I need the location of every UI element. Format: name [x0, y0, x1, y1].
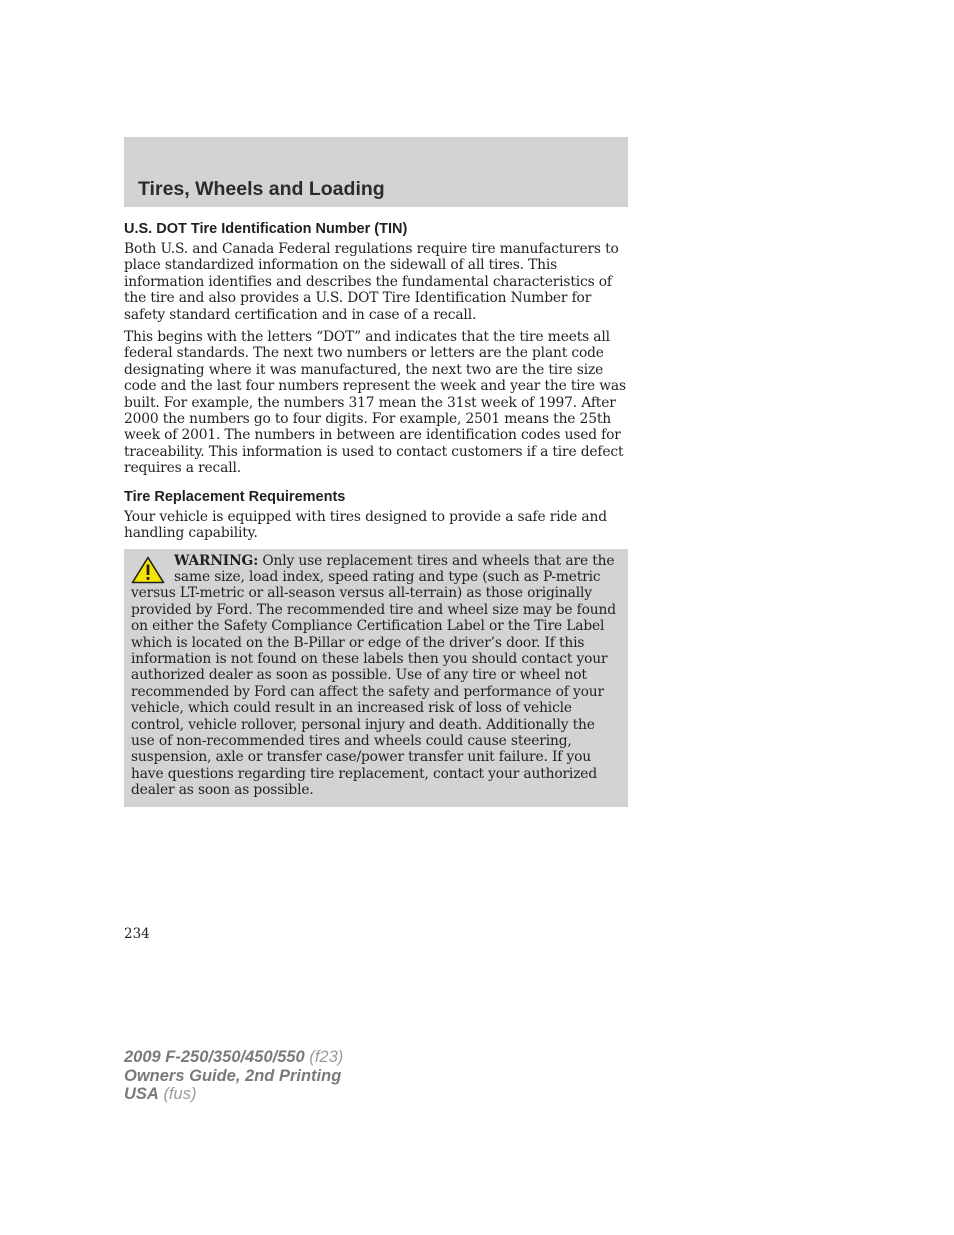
warning-label: WARNING: [174, 552, 259, 569]
section-header-band [124, 137, 628, 207]
tin-heading: U.S. DOT Tire Identification Number (TIN) [124, 221, 408, 237]
footer-model-code: (f23) [309, 1048, 344, 1066]
footer-market-code: (fus) [163, 1085, 197, 1103]
footer-market: USA [124, 1085, 159, 1103]
section-title: Tires, Wheels and Loading [138, 178, 385, 200]
footer-model-line [124, 1048, 343, 1067]
page-content [124, 221, 628, 807]
warning-text [131, 553, 621, 799]
replacement-heading: Tire Replacement Requirements [124, 488, 346, 505]
tin-paragraph-2: This begins with the letters “DOT” and indicates that the tire meets all federal standards. The next two numbers or letters are the plant code designating where it was manufactured, the next two are the tire size code and the last four numbers represent the week and year the tire was built. For example, the numbers 317 mean the 31st week of 1997. After 2000 the numbers go to four digits. For example, 2501 means the 25th week of 2001. The numbers in between are identification codes used for traceability. This information is used to contact customers if a tire defect requires a recall. [124, 329, 626, 477]
replacement-paragraph: Your vehicle is equipped with tires designed to provide a safe ride and handling capability. [124, 508, 607, 542]
warning-triangle-icon [131, 556, 165, 584]
warning-body: Only use replacement tires and wheels that are the same size, load index, speed rating and type (such as P-metric versus LT-metric or all-season versus all-terrain) as those originally provided by Ford. The recommended tire and wheel size may be found on either the Safety Compliance Certification Label or the Tire Label which is located on the B-Pillar or edge of the driver’s door. If this information is not found on these labels then you should contact your authorized dealer as soon as possible. Use of any tire or wheel not recommended by Ford can affect the safety and performance of your vehicle, which could result in an increased risk of loss of vehicle control, vehicle rollover, personal injury and death. Additionally the use of non-recommended tires and wheels could cause steering, suspension, axle or transfer case/power transfer unit failure. If you have questions regarding tire replacement, contact your authorized dealer as soon as possible. [131, 552, 616, 799]
footer-guide-line [124, 1067, 343, 1086]
page-number: 234 [124, 926, 150, 942]
footer-model: 2009 F-250/350/450/550 [124, 1048, 305, 1066]
footer-market-line [124, 1085, 343, 1104]
tin-paragraph-1: Both U.S. and Canada Federal regulations require tire manufacturers to place standardized information on the sidewall of all tires. This information identifies and describes the fundamental characteristics of the tire and also provides a U.S. DOT Tire Identification Number for safety standard certification and in case of a recall. [124, 241, 619, 323]
warning-box [124, 549, 628, 807]
footer-guide: Owners Guide, 2nd Printing [124, 1066, 342, 1085]
footer [124, 1048, 343, 1104]
